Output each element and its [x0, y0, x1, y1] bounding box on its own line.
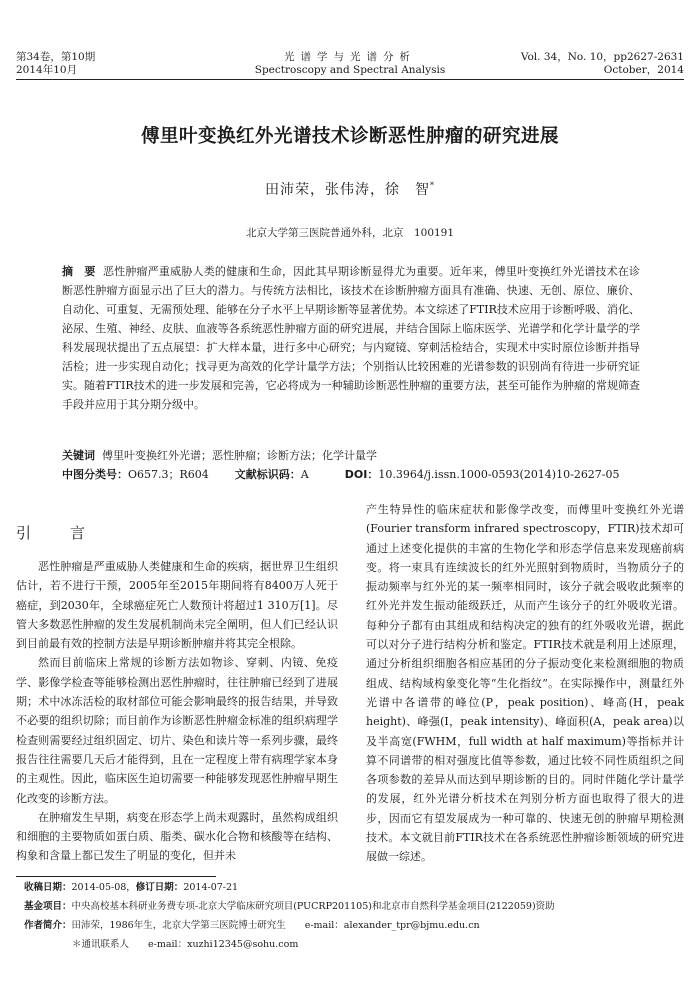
footnote-received — [24, 881, 684, 895]
received-date: 2014-05-08， — [71, 882, 136, 893]
header-vol-pages: Vol. 34，No. 10，pp2627-2631 — [520, 51, 684, 63]
clc-label: 中图分类号： — [62, 468, 128, 481]
corresponding-mark: * — [430, 181, 435, 190]
abstract-label: 摘 要 — [62, 265, 96, 278]
classification-line — [62, 465, 662, 484]
header-volume: 第34卷，第10期 — [16, 51, 96, 63]
paper-title: 傅里叶变换红外光谱技术诊断恶性肿瘤的研究进展 — [140, 126, 559, 147]
clc-value: O657.3；R604 — [128, 468, 209, 481]
paragraph: 然而目前临床上常规的诊断方法如物诊、穿刺、内镜、免疫学、影像学检查等能够检测出恶性肿瘤时，往往肿瘤已经到了进展期；术中冰冻活检的取材部位可能会影响最终的报告结果，并导致不必要的组织切除；而目前作为诊断恶性肿瘤金标准的组织病理学检查则需要经过组织固定、切片、染色和读片等一系列步骤，最终报告往往需要几天后才能得到，且在一定程度上带有病理学家本身的主观性。因此，临床医生迫切需要一种能够发现恶性肿瘤早期生化改变的诊断方法。 — [16, 656, 338, 805]
authors-names: 田沛荣，张伟涛，徐 智 — [265, 182, 430, 198]
revised-date: 2014-07-21 — [183, 882, 239, 893]
keywords-text: 傅里叶变换红外光谱；恶性肿瘤；诊断方法；化学计量学 — [102, 449, 377, 462]
received-label: 收稿日期： — [24, 882, 72, 893]
header-rule — [16, 79, 684, 80]
footnote-corresponding — [72, 938, 700, 952]
abstract-text: 恶性肿瘤严重威胁人类的健康和生命，因此其早期诊断显得尤为重要。近年来，傅里叶变换红外光谱技术在诊断恶性肿瘤方面显示出了巨大的潜力。与传统方法相比，该技术在诊断肿瘤方面具有准确、快速、无创、原位、廉价、自动化、可重复、无需预处理、能够在分子水平上早期诊断等显著优势。本文综述了FTIR技术应用于诊断呼吸、消化、泌尿、生殖、神经、皮肤、血液等各系统恶性肿瘤方面的研究进展，并结合国际上临床医学、光谱学和化学计量学的学科发展现状提出了五点展望：扩大样本量，进行多中心研究；与内窥镜、穿刺活检结合，实现术中实时原位诊断并指导活检；进一步实现自动化；找寻更为高效的化学计量学方法；个别指认比较困难的光谱参数的识别尚有待进一步研究证实。随着FTIR技术的进一步发展和完善，它必将成为一种辅助诊断恶性肿瘤的重要方法，甚至可能作为肿瘤的常规筛查手段并应用于其分期分级中。 — [62, 265, 641, 411]
keywords-label: 关键词 — [62, 449, 95, 462]
doi-label: DOI： — [344, 468, 379, 481]
header-citation — [521, 51, 684, 77]
journal-name-en: Spectroscopy and Spectral Analysis — [254, 64, 446, 76]
bio-label: 作者简介： — [24, 920, 72, 931]
footnote-rule — [16, 876, 216, 877]
body-right-column — [366, 500, 684, 867]
doc-code-value: A — [300, 468, 309, 481]
doc-code-label: 文献标识码： — [234, 468, 301, 481]
revised-label: 修订日期： — [135, 882, 184, 893]
paragraph: 产生特异性的临床症状和影像学改变，而傅里叶变换红外光谱(Fourier transform infrared spectroscopy，FTIR)技术却可通过上述变化提供的丰富的生物化学和形态学信息来发现癌前病变。将一束具有连续波长的红外光照射到物质时，当物质分子的振动频率与红外光的某一频率相同时，该分子就会吸收此频率的红外光并发生振动能级跃迁，从而产生该分子的红外吸收光谱。每种分子都有由其组成和结构决定的独有的红外吸收光谱，据此可以对分子进行结构分析和鉴定。FTIR技术就是利用上述原理，通过分析组织细胞各相应基团的分子振动变化来检测细胞的物质组成、结构域构象变化等“生化指纹”。在实际操作中，测量红外光谱中各谱带的峰位(P，peak position)、峰高(H，peak height)、峰强(I，peak intensity)、峰面积(A，peak area)以及半高宽(FWHM，full width at half maximum)等指标并计算不同谱带的相对强度比值等参数，通过比较不同性质组织之间各项参数的差异从而达到早期诊断的目的。同时伴随化学计量学的发展，红外光谱分析技术在判别分析方面也取得了很大的进步，因而它有望发展成为一种可靠的、快速无创的肿瘤早期检测技术。本文就目前FTIR技术在各系统恶性肿瘤诊断领域的研究进展做一综述。 — [366, 503, 684, 864]
bio-text: 田沛荣，1986年生，北京大学第三医院博士研究生 e-mail：alexander_tpr@bjmu.edu.cn — [71, 920, 480, 931]
section-title-introduction: 引 言 — [16, 524, 98, 542]
header-date: 2014年10月 — [16, 64, 78, 76]
body-left-column — [16, 557, 338, 866]
header-month-year: October，2014 — [603, 64, 684, 76]
footnote-author-bio — [24, 919, 684, 933]
paragraph: 在肿瘤发生早期，病变在形态学上尚未观露时，虽然构成组织和细胞的主要物质如蛋白质、脂类、碳水化合物和核酸等在结构、构象和含量上都已发生了明显的变化，但并未 — [16, 810, 338, 863]
funding-text: 中央高校基本科研业务费专项-北京大学临床研究项目(PUCRP201105)和北京市自然科学基金项目(2122059)资助 — [71, 901, 555, 912]
author-list — [0, 179, 700, 199]
paragraph: 恶性肿瘤是严重威胁人类健康和生命的疾病，据世界卫生组织估计，若不进行干预，2005年至2015年期间将有8400万人死于癌症，到2030年，全球癌症死亡人数预计将超过1 310万[1]。尽管大多数恶性肿瘤的发生发展机制尚未完全阐明，但人们已经认识到目前最有效的控制方法是早期诊断肿瘤并将其完全根除。 — [16, 560, 338, 651]
corresponding-text: ＊通讯联系人 e-mail：xuzhi12345@sohu.com — [72, 939, 299, 950]
doi-value: 10.3964/j.issn.1000-0593(2014)10-2627-05 — [378, 468, 620, 481]
funding-label: 基金项目： — [24, 901, 72, 912]
journal-name-cn: 光谱学与光谱分析 — [284, 51, 416, 63]
affiliation: 北京大学第三医院普通外科，北京 100191 — [245, 227, 455, 239]
keywords — [62, 446, 662, 465]
footnote-funding — [24, 900, 684, 914]
abstract — [62, 262, 640, 414]
